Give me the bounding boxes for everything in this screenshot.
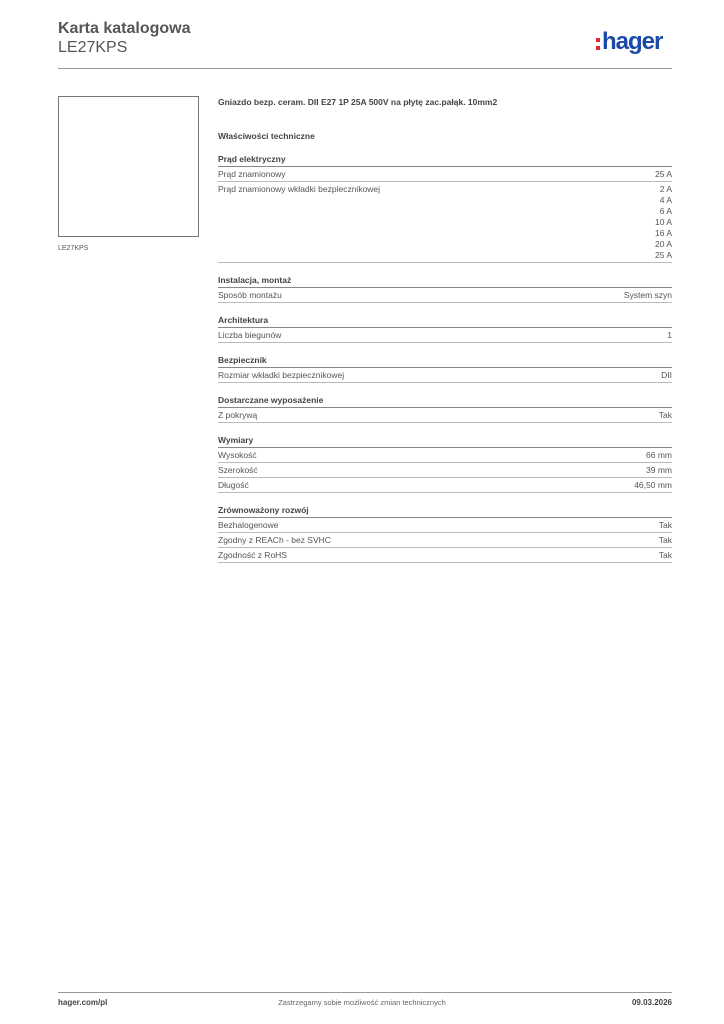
spec-value: 10 A [654, 217, 672, 227]
spec-values [646, 450, 672, 461]
spec-row [218, 288, 672, 303]
footer-divider [58, 992, 672, 993]
spec-row [218, 167, 672, 182]
spec-label: Zgodność z RoHS [218, 550, 287, 560]
spec-section [218, 154, 672, 263]
spec-label: Długość [218, 480, 249, 490]
footer-notice: Zastrzegamy sobie możliwość zmian technicznych [278, 998, 446, 1007]
spec-section [218, 275, 672, 303]
spec-values [659, 410, 672, 421]
spec-value: 4 A [659, 195, 672, 205]
spec-values [634, 480, 672, 491]
section-title: Zrównoważony rozwój [218, 505, 672, 518]
spec-value: Tak [658, 550, 672, 560]
spec-row [218, 463, 672, 478]
spec-row [218, 548, 672, 563]
spec-label: Wysokość [218, 450, 257, 460]
spec-label: Prąd znamionowy [218, 169, 286, 179]
spec-values [667, 330, 672, 341]
spec-section [218, 505, 672, 563]
spec-row [218, 328, 672, 343]
spec-label: Rozmiar wkładki bezpiecznikowej [218, 370, 345, 380]
spec-value: Tak [658, 535, 672, 545]
spec-value: 39 mm [646, 465, 672, 475]
logo-dots-icon [596, 38, 600, 50]
spec-label: Z pokrywą [218, 410, 258, 420]
spec-section [218, 395, 672, 423]
section-title: Wymiary [218, 435, 672, 448]
spec-values [661, 370, 672, 381]
header-divider [58, 68, 672, 69]
section-title: Prąd elektryczny [218, 154, 672, 167]
spec-value: 66 mm [646, 450, 672, 460]
spec-values [646, 465, 672, 476]
tech-properties-heading: Właściwości techniczne [218, 131, 315, 141]
spec-value: 16 A [654, 228, 672, 238]
spec-values [655, 169, 672, 180]
hager-logo [596, 28, 662, 56]
spec-row [218, 478, 672, 493]
spec-section [218, 355, 672, 383]
spec-values [659, 535, 672, 546]
spec-row [218, 533, 672, 548]
page-title: Karta katalogowa [58, 20, 191, 37]
spec-label: Sposób montażu [218, 290, 282, 300]
spec-value: 6 A [659, 206, 672, 216]
footer-date: 09.03.2026 [631, 998, 672, 1007]
product-title: Gniazdo bezp. ceram. DII E27 1P 25A 500V na płytę zac.pałąk. 10mm2 [218, 97, 498, 107]
spec-value: System szyn [623, 290, 672, 300]
spec-row [218, 368, 672, 383]
logo-text: hager [602, 28, 663, 55]
spec-section [218, 435, 672, 493]
spec-values [655, 184, 672, 261]
section-title: Dostarczane wyposażenie [218, 395, 672, 408]
spec-sections [218, 154, 672, 563]
spec-value: DII [661, 370, 672, 380]
spec-label: Bezhalogenowe [218, 520, 279, 530]
footer-website[interactable]: hager.com/pl [58, 998, 108, 1007]
product-image-caption: LE27KPS [58, 245, 89, 252]
spec-values [659, 550, 672, 561]
spec-label: Zgodny z REACh - bez SVHC [218, 535, 331, 545]
section-title: Bezpiecznik [218, 355, 672, 368]
spec-row [218, 408, 672, 423]
spec-row [218, 182, 672, 263]
spec-value: 2 A [659, 184, 672, 194]
section-title: Architektura [218, 315, 672, 328]
spec-value: 20 A [654, 239, 672, 249]
spec-row [218, 448, 672, 463]
spec-value: Tak [658, 520, 672, 530]
product-image-placeholder [58, 96, 199, 237]
spec-row [218, 518, 672, 533]
section-title: Instalacja, montaż [218, 275, 672, 288]
spec-value: 25 A [654, 250, 672, 260]
spec-value: 1 [667, 330, 672, 340]
main-content [218, 96, 672, 563]
spec-value: 25 A [654, 169, 672, 179]
spec-label: Szerokość [218, 465, 258, 475]
spec-label: Prąd znamionowy wkładki bezpiecznikowej [218, 184, 381, 194]
spec-values [624, 290, 672, 301]
product-code: LE27KPS [58, 39, 128, 56]
spec-value: 46,50 mm [634, 480, 672, 490]
spec-section [218, 315, 672, 343]
spec-values [659, 520, 672, 531]
spec-label: Liczba biegunów [218, 330, 282, 340]
spec-value: Tak [658, 410, 672, 420]
